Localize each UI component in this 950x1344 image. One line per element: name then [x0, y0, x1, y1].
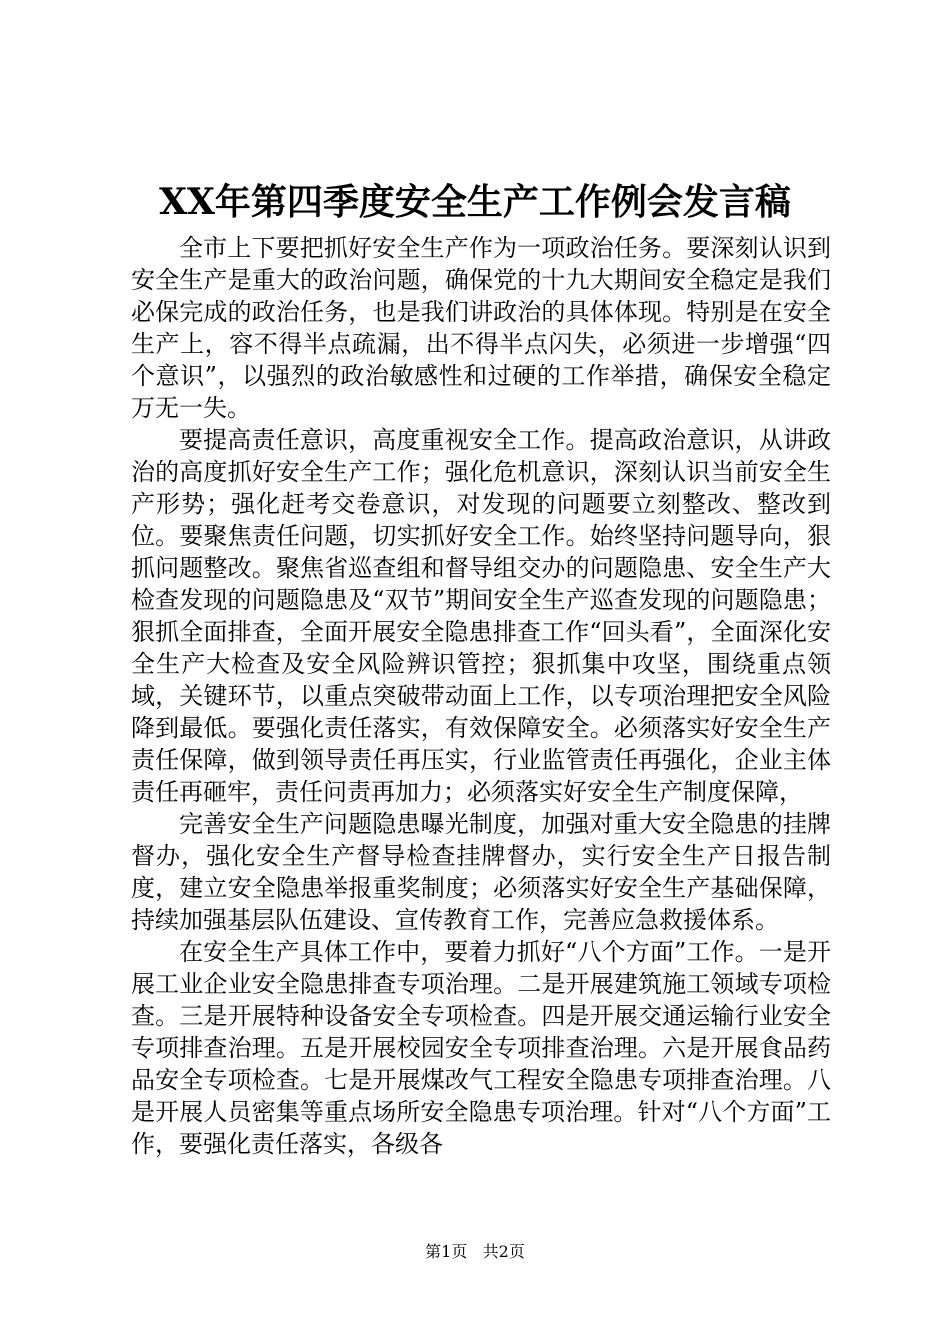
- paragraph-4: 在安全生产具体工作中，要着力抓好“八个方面”工作。一是开展工业企业安全隐患排查专项治理。二是开展建筑施工领域专项检查。三是开展特种设备安全专项检查。四是开展交通运输行业安全专项排查治理。五是开展校园安全专项排查治理。六是开展食品药品安全专项检查。七是开展煤改气工程安全隐患专项排查治理。八是开展人员密集等重点场所安全隐患专项治理。针对“八个方面”工作，要强化责任落实，各级各: [131, 938, 831, 1158]
- page-total: 共2页: [482, 1242, 525, 1261]
- page-number: 第1页: [425, 1242, 468, 1261]
- page-footer: [0, 1241, 950, 1263]
- document-body: [131, 232, 831, 1160]
- paragraph-1: 全市上下要把抓好安全生产作为一项政治任务。要深刻认识到安全生产是重大的政治问题，确保党的十九大期间安全稳定是我们必保完成的政治任务，也是我们讲政治的具体体现。特别是在安全生产上，容不得半点疏漏，出不得半点闪失，必须进一步增强“四个意识”，以强烈的政治敏感性和过硬的工作举措，确保安全稳定万无一失。: [131, 234, 831, 422]
- paragraph-2: 要提高责任意识，高度重视安全工作。提高政治意识，从讲政治的高度抓好安全生产工作；强化危机意识，深刻认识当前安全生产形势；强化赶考交卷意识，对发现的问题要立刻整改、整改到位。要聚焦责任问题，切实抓好安全工作。始终坚持问题导向，狠抓问题整改。聚焦省巡查组和督导组交办的问题隐患、安全生产大检查发现的问题隐患及“双节”期间安全生产巡查发现的问题隐患；狠抓全面排查，全面开展安全隐患排查工作“回头看”，全面深化安全生产大检查及安全风险辨识管控；狠抓集中攻坚，围绕重点领域，关键环节，以重点突破带动面上工作，以专项治理把安全风险降到最低。要强化责任落实，有效保障安全。必须落实好安全生产责任保障，做到领导责任再压实，行业监管责任再强化，企业主体责任再砸牢，责任问责再加力；必须落实好安全生产制度保障，: [131, 426, 831, 806]
- document-title: XX年第四季度安全生产工作例会发言稿: [159, 181, 791, 223]
- paragraph-3: 完善安全生产问题隐患曝光制度，加强对重大安全隐患的挂牌督办，强化安全生产督导检查挂牌督办，实行安全生产日报告制度，建立安全隐患举报重奖制度；必须落实好安全生产基础保障，持续加强基层队伍建设、宣传教育工作，完善应急救援体系。: [131, 810, 831, 934]
- footer-spacer: [472, 1242, 477, 1261]
